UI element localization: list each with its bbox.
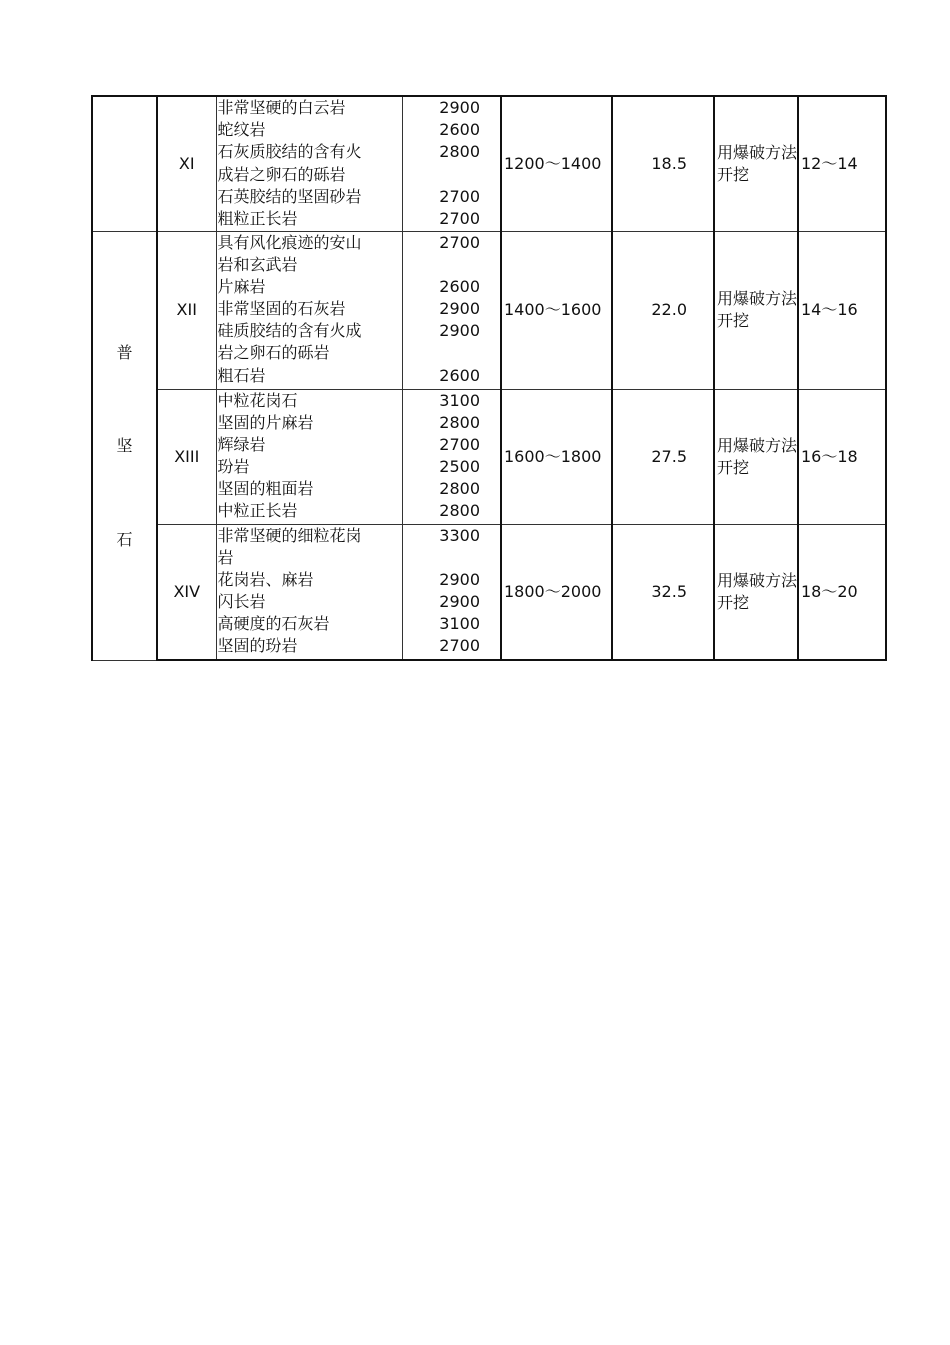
drilling-time-cell: 27.5 <box>612 389 714 524</box>
table-row <box>92 96 886 231</box>
table-row <box>92 389 886 524</box>
rock-density: 2900 <box>439 299 480 319</box>
drilling-range-cell: 1600～1800 <box>501 389 612 524</box>
rock-name: 玢岩 <box>217 457 250 477</box>
rock-name: 硅质胶结的含有火成 <box>217 321 362 341</box>
rock-density: 2600 <box>439 120 480 140</box>
grade-cell: XIII <box>157 389 216 524</box>
rock-name: 非常坚固的石灰岩 <box>217 299 346 319</box>
rock-name: 成岩之卵石的砾岩 <box>217 164 346 184</box>
drilling-range-cell: 1800～2000 <box>501 524 612 660</box>
excavation-method-cell: 用爆破方法开挖 <box>714 96 798 231</box>
drilling-range-cell: 1400～1600 <box>501 231 612 389</box>
excavation-method-cell: 用爆破方法开挖 <box>714 231 798 389</box>
rock-density: 2900 <box>439 569 480 589</box>
rock-name: 辉绿岩 <box>217 434 266 454</box>
grade-cell: XI <box>157 96 216 231</box>
rock-density: 2600 <box>439 365 480 385</box>
rock-density: 2500 <box>439 457 480 477</box>
rock-name: 石灰质胶结的含有火 <box>217 142 362 162</box>
rock-density: 2700 <box>439 434 480 454</box>
rock-name: 坚固的片麻岩 <box>217 412 314 432</box>
rock-name: 石英胶结的坚固砂岩 <box>217 186 362 206</box>
rock-density <box>403 254 501 276</box>
density-cell <box>402 96 501 231</box>
category-char: 石 <box>116 529 133 549</box>
rock-names-cell <box>216 389 402 524</box>
rock-density: 2900 <box>439 592 480 612</box>
rock-density <box>403 342 501 364</box>
rock-name: 花岗岩、麻岩 <box>217 569 314 589</box>
rock-density: 3100 <box>439 614 480 634</box>
excavation-method-cell: 用爆破方法开挖 <box>714 524 798 660</box>
density-cell <box>402 524 501 660</box>
rock-density: 2800 <box>439 412 480 432</box>
rock-name: 蛇纹岩 <box>217 120 266 140</box>
hardness-coefficient-cell: 18～20 <box>798 524 886 660</box>
table-row <box>92 524 886 660</box>
density-cell <box>402 231 501 389</box>
rock-density: 2700 <box>439 208 480 228</box>
rock-density: 2600 <box>439 276 480 296</box>
rock-name: 粗粒正长岩 <box>217 208 298 228</box>
density-cell <box>402 389 501 524</box>
hardness-coefficient-cell: 12～14 <box>798 96 886 231</box>
rock-name: 岩之卵石的砾岩 <box>217 343 330 363</box>
drilling-time-cell: 18.5 <box>612 96 714 231</box>
grade-cell: XII <box>157 231 216 389</box>
rock-density: 2700 <box>439 636 480 656</box>
category-top-cell <box>92 96 157 231</box>
rock-names-cell <box>216 524 402 660</box>
rock-classification-table <box>91 95 887 661</box>
rock-name: 岩 <box>217 547 234 567</box>
rock-density <box>403 164 501 186</box>
rock-density: 2900 <box>439 98 480 117</box>
rock-name: 片麻岩 <box>217 276 266 296</box>
category-char: 普 <box>116 342 133 362</box>
rock-name: 闪长岩 <box>217 592 266 612</box>
rock-name: 粗石岩 <box>217 365 266 385</box>
rock-density: 3300 <box>439 525 480 545</box>
rock-name: 非常坚硬的细粒花岗 <box>217 525 362 545</box>
rock-names-cell <box>216 96 402 231</box>
table-row <box>92 231 886 389</box>
rock-density: 2800 <box>439 479 480 499</box>
hardness-coefficient-cell: 16～18 <box>798 389 886 524</box>
drilling-range-cell: 1200～1400 <box>501 96 612 231</box>
rock-name: 坚固的玢岩 <box>217 636 298 656</box>
grade-cell: XIV <box>157 524 216 660</box>
rock-name: 中粒花岗石 <box>217 390 298 410</box>
rock-names-cell <box>216 231 402 389</box>
rock-name: 中粒正长岩 <box>217 501 298 521</box>
rock-name: 岩和玄武岩 <box>217 254 298 274</box>
rock-name: 高硬度的石灰岩 <box>217 614 330 634</box>
rock-density: 2700 <box>439 232 480 252</box>
category-char: 坚 <box>116 435 133 455</box>
category-cell <box>92 231 157 660</box>
rock-density: 2700 <box>439 186 480 206</box>
rock-name: 非常坚硬的白云岩 <box>217 98 346 117</box>
rock-density: 3100 <box>439 390 480 410</box>
excavation-method-cell: 用爆破方法开挖 <box>714 389 798 524</box>
rock-density <box>403 547 501 569</box>
rock-density: 2800 <box>439 501 480 521</box>
rock-density: 2900 <box>439 321 480 341</box>
drilling-time-cell: 32.5 <box>612 524 714 660</box>
rock-density: 2800 <box>439 142 480 162</box>
drilling-time-cell: 22.0 <box>612 231 714 389</box>
rock-name: 具有风化痕迹的安山 <box>217 232 362 252</box>
hardness-coefficient-cell: 14～16 <box>798 231 886 389</box>
rock-name: 坚固的粗面岩 <box>217 479 314 499</box>
